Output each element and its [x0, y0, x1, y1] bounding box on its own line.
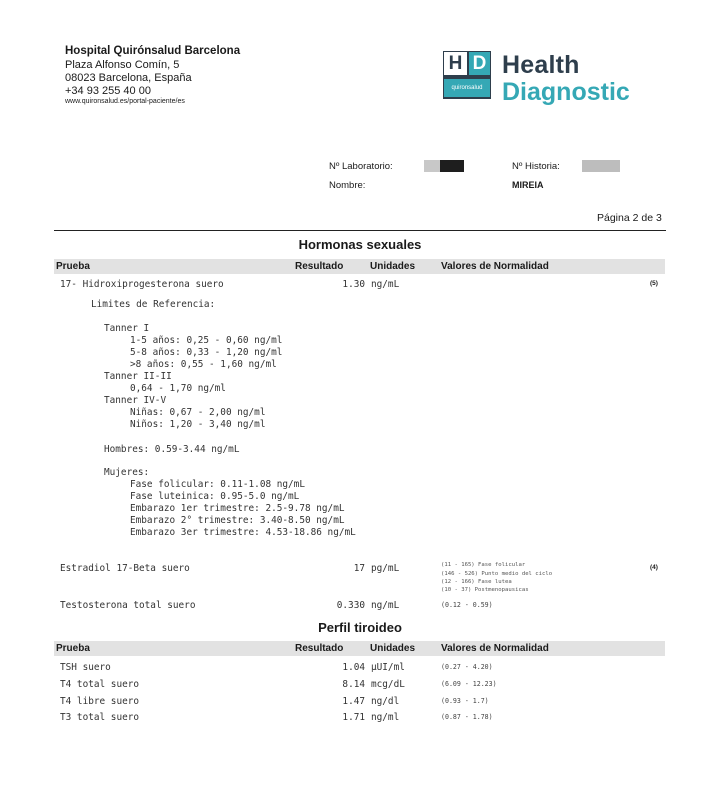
patient-name-value: MIREIA — [512, 180, 544, 190]
reference-line: Mujeres: — [104, 467, 150, 478]
reference-line: Embarazo 1er trimestre: 2.5-9.78 ng/mL — [130, 503, 345, 514]
hospital-name: Hospital Quirónsalud Barcelona — [65, 45, 241, 57]
reference-line: 1-5 años: 0,25 - 0,60 ng/ml — [130, 335, 283, 346]
test-note: (4) — [650, 564, 658, 571]
test-name: Testosterona total suero — [60, 600, 196, 611]
reference-line: Tanner IV-V — [104, 395, 167, 406]
history-number-redaction — [582, 160, 620, 172]
history-number-label: Nº Historia: — [512, 161, 560, 172]
reference-line: Tanner II-II — [104, 371, 172, 382]
normal-range-line: (11 - 165) Fase folicular — [441, 562, 526, 568]
reference-line: Embarazo 2° trimestre: 3.40-8.50 ng/mL — [130, 515, 345, 526]
normal-range-line: (12 - 166) Fase lutea — [441, 579, 512, 585]
normal-range: (0.27 - 4.20) — [441, 663, 493, 671]
table-header-hormonas — [54, 259, 665, 274]
hospital-address-city: 08023 Barcelona, España — [65, 72, 192, 84]
column-header-units: Unidades — [370, 261, 416, 272]
reference-line: >8 años: 0,55 - 1,60 ng/ml — [130, 359, 277, 370]
test-result: 1.04 — [342, 662, 365, 673]
test-units: mcg/dL — [371, 679, 405, 690]
reference-line: Niños: 1,20 - 3,40 ng/ml — [130, 419, 266, 430]
test-result: 1.30 — [342, 279, 365, 290]
normal-range-line: (10 - 37) Postmenopausicas — [441, 587, 529, 593]
column-header-result: Resultado — [295, 643, 344, 654]
test-units: ng/dl — [371, 696, 400, 707]
column-header-normal: Valores de Normalidad — [441, 261, 549, 272]
reference-line: Fase folicular: 0.11-1.08 ng/mL — [130, 479, 305, 490]
test-result: 8.14 — [342, 679, 365, 690]
column-header-units: Unidades — [370, 643, 416, 654]
test-name: 17- Hidroxiprogesterona suero — [60, 279, 224, 290]
normal-range: (0.87 - 1.78) — [441, 713, 493, 721]
test-units: ng/ml — [371, 712, 400, 723]
test-result: 1.71 — [342, 712, 365, 723]
test-result: 1.47 — [342, 696, 365, 707]
reference-line: 0,64 - 1,70 ng/ml — [130, 383, 226, 394]
column-header-test: Prueba — [56, 261, 90, 272]
normal-range: (6.09 - 12.23) — [441, 680, 497, 688]
test-units: µUI/ml — [371, 662, 405, 673]
lab-number-redaction — [440, 160, 464, 172]
patient-name-label: Nombre: — [329, 180, 366, 191]
lab-number-label: Nº Laboratorio: — [329, 161, 393, 172]
hospital-website: www.quironsalud.es/portal-paciente/es — [65, 98, 185, 105]
logo-letter-d: D — [469, 52, 490, 75]
normal-range: (0.93 - 1.7) — [441, 697, 489, 705]
reference-line: Hombres: 0.59-3.44 ng/mL — [104, 444, 240, 455]
section-title-hormonas: Hormonas sexuales — [298, 237, 422, 252]
reference-line: 5-8 años: 0,33 - 1,20 ng/ml — [130, 347, 283, 358]
reference-heading: Limites de Referencia: — [91, 299, 216, 310]
logo-word-health: Health — [502, 51, 580, 79]
lab-number-redaction-light — [424, 160, 440, 172]
logo-letter-h: H — [444, 52, 467, 75]
hospital-phone: +34 93 255 40 00 — [65, 85, 151, 97]
reference-line: Fase luteinica: 0.95-5.0 ng/mL — [130, 491, 300, 502]
test-result: 0.330 — [336, 600, 365, 611]
header-divider — [54, 230, 666, 231]
test-name: T3 total suero — [60, 712, 140, 723]
section-title-tiroideo: Perfil tiroideo — [318, 620, 402, 635]
reference-line: Niñas: 0,67 - 2,00 ng/ml — [130, 407, 266, 418]
normal-range: (0.12 - 0.59) — [441, 601, 493, 609]
column-header-result: Resultado — [295, 261, 344, 272]
test-note: (5) — [650, 280, 658, 287]
page-number: Página 2 de 3 — [597, 212, 662, 224]
column-header-test: Prueba — [56, 643, 90, 654]
hospital-address-street: Plaza Alfonso Comín, 5 — [65, 59, 180, 71]
reference-line: Embarazo 3er trimestre: 4.53-18.86 ng/mL — [130, 527, 356, 538]
logo-sub-brand: quironsalud — [444, 79, 490, 97]
test-units: ng/mL — [371, 600, 400, 611]
test-units: pg/mL — [371, 563, 400, 574]
table-header-tiroideo — [54, 641, 665, 656]
test-result: 17 — [353, 563, 365, 574]
column-header-normal: Valores de Normalidad — [441, 643, 549, 654]
test-name: Estradiol 17-Beta suero — [60, 563, 190, 574]
test-name: T4 total suero — [60, 679, 140, 690]
logo-word-diagnostic: Diagnostic — [502, 78, 630, 106]
test-units: ng/mL — [371, 279, 400, 290]
test-name: TSH suero — [60, 662, 111, 673]
test-name: T4 libre suero — [60, 696, 140, 707]
reference-line: Tanner I — [104, 323, 150, 334]
normal-range-line: (146 - 526) Punto medio del ciclo — [441, 571, 553, 577]
